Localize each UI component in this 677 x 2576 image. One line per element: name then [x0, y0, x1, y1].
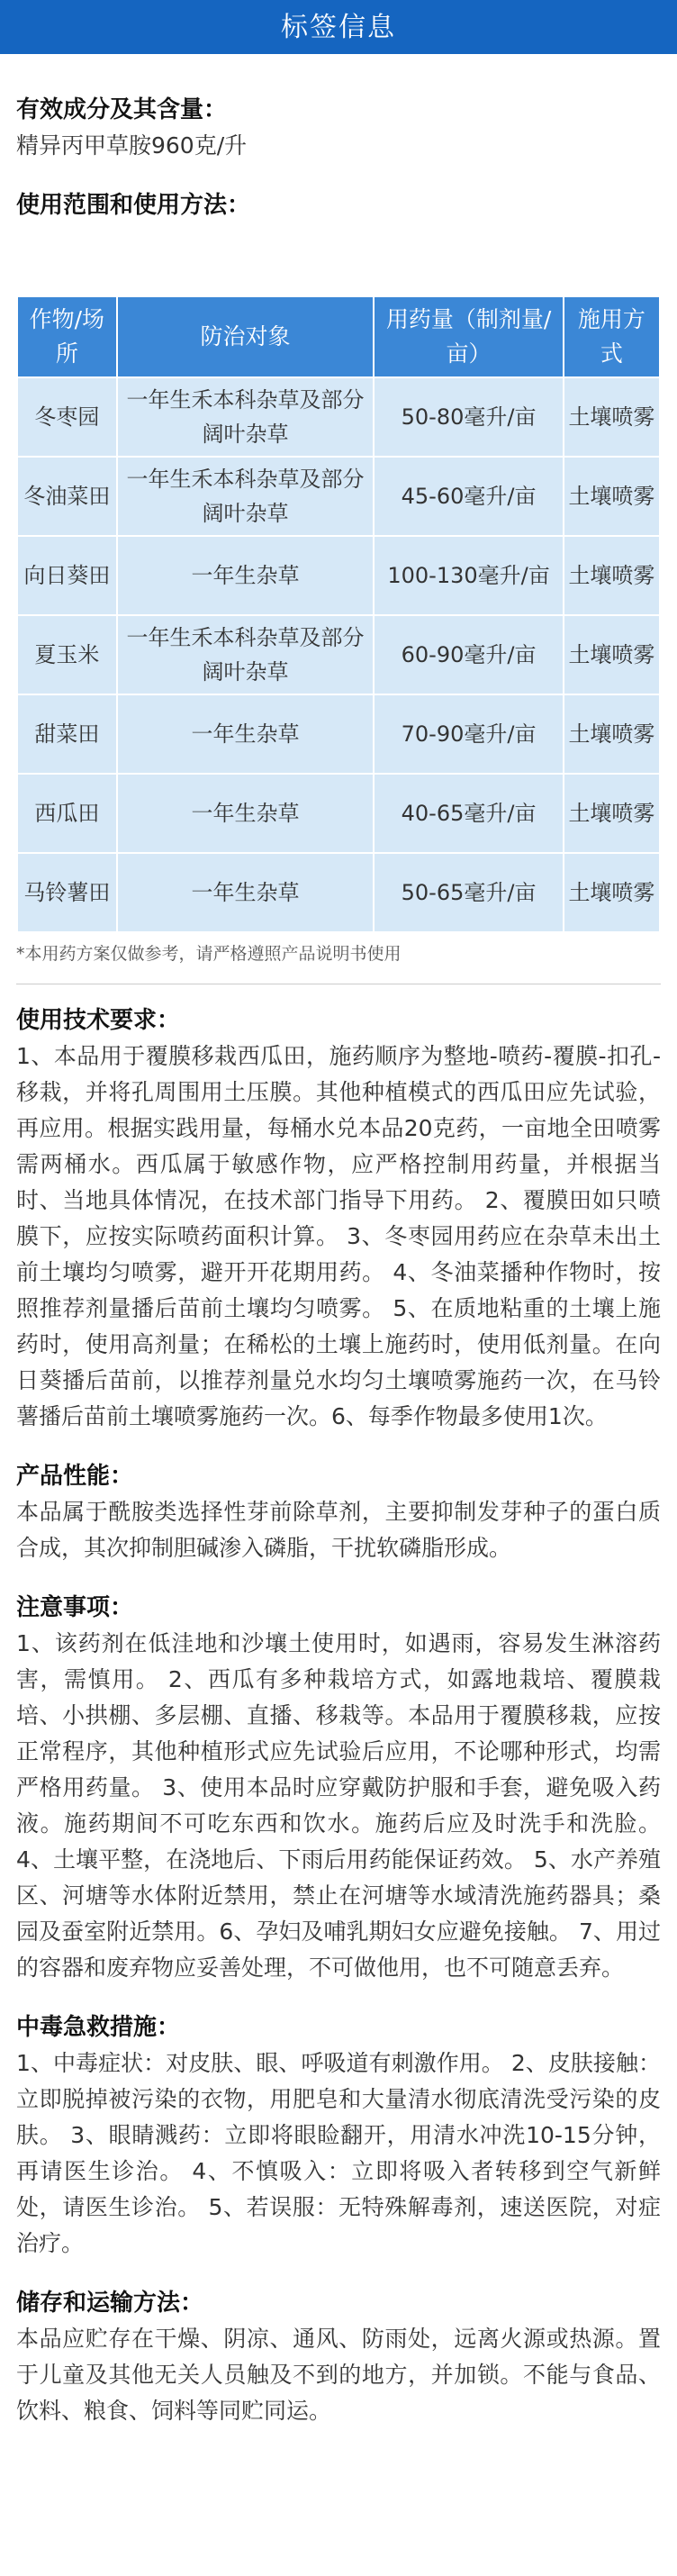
cell-dosage: 50-80毫升/亩	[374, 377, 564, 457]
cell-method: 土壤喷雾	[564, 615, 660, 694]
cell-dosage: 40-65毫升/亩	[374, 774, 564, 853]
column-header-target: 防治对象	[117, 296, 375, 377]
cell-target: 一年生禾本科杂草及部分阔叶杂草	[117, 615, 375, 694]
cell-crop: 甜菜田	[17, 694, 117, 774]
cell-crop: 夏玉米	[17, 615, 117, 694]
usage-table	[16, 295, 661, 933]
cell-crop: 西瓜田	[17, 774, 117, 853]
page-title: 标签信息	[281, 12, 396, 43]
cell-dosage: 50-65毫升/亩	[374, 853, 564, 932]
usage-title: 使用范围和使用方法：	[16, 192, 251, 219]
ingredient-value: 精异丙甲草胺960克/升	[16, 132, 248, 159]
cell-method: 土壤喷雾	[564, 536, 660, 615]
cell-target: 一年生禾本科杂草及部分阔叶杂草	[117, 457, 375, 536]
technique-title: 使用技术要求：	[16, 1007, 181, 1034]
cell-target: 一年生禾本科杂草及部分阔叶杂草	[117, 377, 375, 457]
cell-method: 土壤喷雾	[564, 774, 660, 853]
cell-target: 一年生杂草	[117, 774, 375, 853]
label-content	[0, 54, 677, 2429]
table-row	[17, 694, 660, 774]
cell-dosage: 60-90毫升/亩	[374, 615, 564, 694]
performance-text: 本品属于酰胺类选择性芽前除草剂，主要抑制发芽种子的蛋白质合成，其次抑制胆碱渗入磷脂，干扰软磷脂形成。	[16, 1499, 661, 1561]
first-aid-text: 1、中毒症状：对皮肤、眼、呼吸道有刺激作用。 2、皮肤接触：立即脱掉被污染的衣物，用肥皂和大量清水彻底清洗受污染的皮肤。 3、眼睛溅药：立即将眼睑翻开，用清水冲洗10-15分钟，再请医生诊治。 4、不慎吸入：立即将吸入者转移到空气新鲜处，请医生诊治。 5、若误服：无特殊解毒剂，速送医院，对症治疗。	[16, 2050, 661, 2256]
table-row	[17, 615, 660, 694]
column-header-dosage: 用药量（制剂量/亩）	[374, 296, 564, 377]
table-row	[17, 536, 660, 615]
usage-note: *本用药方案仅做参考，请严格遵照产品说明书使用	[16, 944, 402, 964]
precautions-title: 注意事项：	[16, 1594, 134, 1621]
cell-dosage: 100-130毫升/亩	[374, 536, 564, 615]
cell-crop: 马铃薯田	[17, 853, 117, 932]
cell-target: 一年生杂草	[117, 694, 375, 774]
performance-title: 产品性能：	[16, 1463, 134, 1490]
first-aid-title: 中毒急救措施：	[16, 2014, 181, 2041]
cell-crop: 冬枣园	[17, 377, 117, 457]
cell-crop: 向日葵田	[17, 536, 117, 615]
cell-target: 一年生杂草	[117, 536, 375, 615]
table-row	[17, 774, 660, 853]
usage-table-header	[17, 296, 660, 377]
column-header-method: 施用方式	[564, 296, 660, 377]
cell-crop: 冬油菜田	[17, 457, 117, 536]
ingredient-title: 有效成分及其含量：	[16, 96, 228, 123]
technique-text: 1、本品用于覆膜移栽西瓜田，施药顺序为整地-喷药-覆膜-扣孔-移栽，并将孔周围用土压膜。其他种植模式的西瓜田应先试验，再应用。根据实践用量，每桶水兑本品20克药，一亩地全田喷雾需两桶水。西瓜属于敏感作物，应严格控制用药量，并根据当时、当地具体情况，在技术部门指导下用药。 2、覆膜田如只喷膜下，应按实际喷药面积计算。 3、冬枣园用药应在杂草未出土前土壤均匀喷雾，避开开花期用药。 4、冬油菜播种作物时，按照推荐剂量播后苗前土壤均匀喷雾。 5、在质地粘重的土壤上施药时，使用高剂量；在稀松的土壤上施药时，使用低剂量。在向日葵播后苗前，以推荐剂量兑水均匀土壤喷雾施药一次，在马铃薯播后苗前土壤喷雾施药一次。6、每季作物最多使用1次。	[16, 1043, 661, 1429]
cell-target: 一年生杂草	[117, 853, 375, 932]
table-row	[17, 377, 660, 457]
cell-method: 土壤喷雾	[564, 694, 660, 774]
column-header-crop: 作物/场所	[17, 296, 117, 377]
table-row	[17, 853, 660, 932]
table-row	[17, 457, 660, 536]
cell-method: 土壤喷雾	[564, 457, 660, 536]
precautions-text: 1、该药剂在低洼地和沙壤土使用时，如遇雨，容易发生淋溶药害，需慎用。 2、西瓜有多种栽培方式，如露地栽培、覆膜栽培、小拱棚、多层棚、直播、移栽等。本品用于覆膜移栽，应按正常程序，其他种植形式应先试验后应用，不论哪种形式，均需严格用药量。 3、使用本品时应穿戴防护服和手套，避免吸入药液。施药期间不可吃东西和饮水。施药后应及时洗手和洗脸。 4、土壤平整，在浇地后、下雨后用药能保证药效。 5、水产养殖区、河塘等水体附近禁用，禁止在河塘等水域清洗施药器具；桑园及蚕室附近禁用。6、孕妇及哺乳期妇女应避免接触。 7、用过的容器和废弃物应妥善处理，不可做他用，也不可随意丢弃。	[16, 1630, 661, 1981]
cell-dosage: 70-90毫升/亩	[374, 694, 564, 774]
cell-method: 土壤喷雾	[564, 377, 660, 457]
cell-dosage: 45-60毫升/亩	[374, 457, 564, 536]
storage-title: 储存和运输方法：	[16, 2290, 204, 2317]
storage-text: 本品应贮存在干燥、阴凉、通风、防雨处，远离火源或热源。置于儿童及其他无关人员触及不到的地方，并加锁。不能与食品、饮料、粮食、饲料等同贮同运。	[16, 2326, 661, 2424]
label-info-banner	[0, 0, 677, 54]
cell-method: 土壤喷雾	[564, 853, 660, 932]
